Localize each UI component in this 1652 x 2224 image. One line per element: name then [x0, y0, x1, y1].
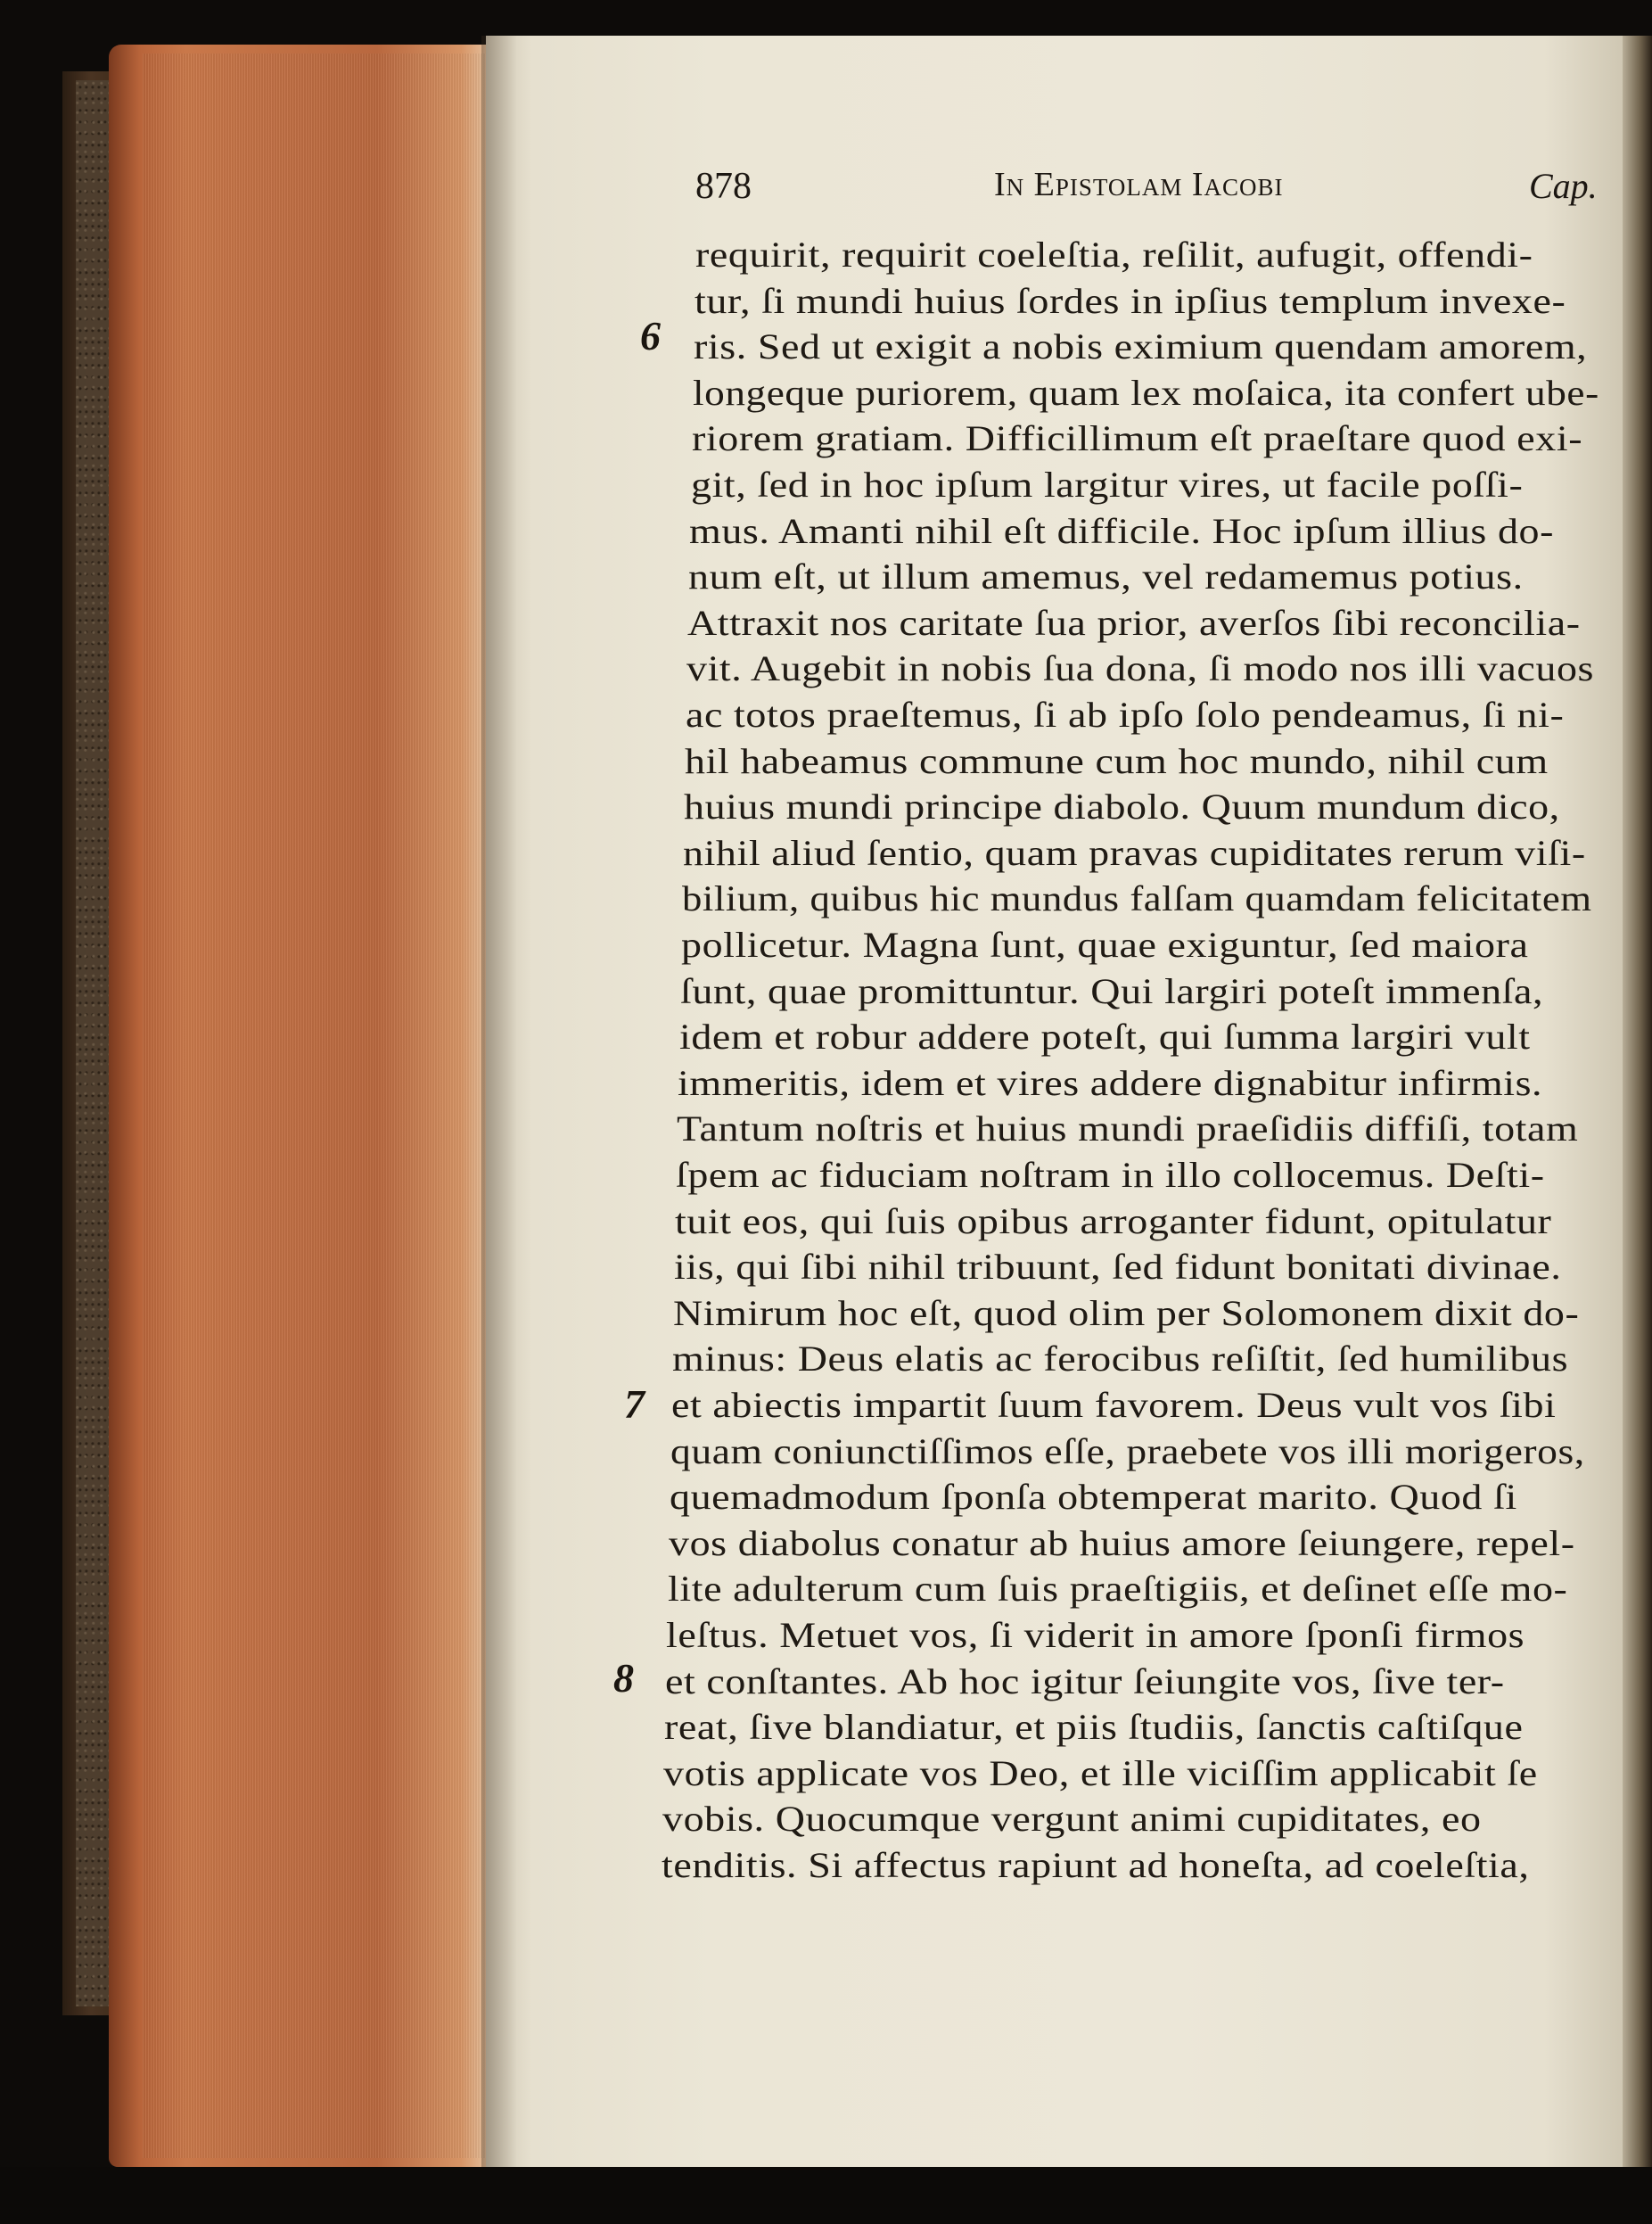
text-line: bilium, quibus hic mundus falſam quamdam felicitatem	[681, 878, 1592, 919]
text-line: vos diabolus conatur ab huius amore ſeiungere, repel-	[668, 1522, 1575, 1563]
text-line: ris. Sed ut exigit a nobis eximium quendam amorem,	[693, 326, 1588, 367]
running-header	[695, 165, 1605, 218]
text-line: tuit eos, qui ſuis opibus arroganter fidunt, opitulatur	[675, 1200, 1552, 1241]
text-line: quemadmodum ſponſa obtemperat marito. Quod ſi	[669, 1477, 1517, 1518]
text-line: votis applicate vos Deo, et ille viciſſim applicabit ſe	[663, 1752, 1538, 1793]
text-line: Attraxit nos caritate ſua prior, averſos ſibi reconcilia-	[687, 602, 1581, 643]
verse-number-6: 6	[640, 313, 661, 358]
text-line: nihil aliud ſentio, quam pravas cupiditates rerum viſi-	[682, 832, 1586, 873]
text-line: lite adulterum cum ſuis praeſtigiis, et deſinet eſſe mo-	[667, 1569, 1567, 1610]
text-line: tenditis. Si affectus rapiunt ad honeſta, ad coeleſtia,	[662, 1845, 1530, 1885]
text-line: hil habeamus commune cum hoc mundo, nihil cum	[685, 740, 1549, 781]
text-line: vit. Augebit in nobis ſua dona, ſi modo nos illi vacuos	[686, 648, 1595, 689]
text-line: Tantum noſtris et huius mundi praeſidiis diffiſi, totam	[677, 1108, 1579, 1149]
text-line: et conſtantes. Ab hoc igitur ſeiungite vos, ſive ter-	[665, 1660, 1505, 1701]
text-line: git, ſed in hoc ipſum largitur vires, ut facile poſſi-	[690, 465, 1523, 505]
text-line: tur, ſi mundi huius ſordes in ipſius templum invexe-	[694, 280, 1566, 321]
text-line: immeritis, idem et vires addere dignabitur infirmis.	[678, 1062, 1543, 1103]
text-line: quam coniunctiſſimos eſſe, praebete vos illi morigeros,	[670, 1430, 1585, 1471]
text-line: num eſt, ut illum amemus, vel redamemus potius.	[688, 556, 1525, 597]
text-line: iis, qui ſibi nihil tribuunt, ſed fidunt bonitati divinae.	[674, 1247, 1562, 1288]
text-line: requirit, requirit coeleſtia, reſilit, aufugit, offendi-	[695, 235, 1533, 275]
text-line: Nimirum hoc eſt, quod olim per Solomonem dixit do-	[673, 1292, 1580, 1333]
text-line: ſpem ac fiduciam noſtram in illo collocemus. Deſti-	[676, 1155, 1545, 1195]
text-line: riorem gratiam. Difficillimum eſt praeſtare quod exi-	[691, 418, 1582, 459]
page-edge-lines	[143, 54, 490, 2158]
text-line: huius mundi principe diabolo. Quum mundum dico,	[683, 787, 1560, 828]
background-bottom	[0, 2167, 1652, 2224]
gutter-shadow	[481, 36, 517, 2167]
text-line: mus. Amanti nihil eſt difficile. Hoc ipſum illius do-	[689, 510, 1555, 551]
chapter-abbreviation: Cap.	[1529, 166, 1598, 206]
text-line: pollicetur. Magna ſunt, quae exiguntur, ſed maiora	[680, 925, 1529, 965]
verse-number-8: 8	[613, 1655, 634, 1701]
text-line: longeque puriorem, quam lex moſaica, ita confert ube-	[692, 372, 1599, 413]
text-line: et abiectis impartit ſuum favorem. Deus vult vos ſibi	[670, 1385, 1557, 1425]
verse-number-7: 7	[624, 1381, 645, 1427]
text-line: leſtus. Metuet vos, ſi viderit in amore ſponſi firmos	[666, 1615, 1525, 1655]
text-line: reat, ſive blandiatur, et piis ſtudiis, ſanctis caſtiſque	[664, 1707, 1524, 1748]
text-line: vobis. Quocumque vergunt animi cupiditates, eo	[662, 1799, 1482, 1840]
text-line: ac totos praeſtemus, ſi ab ipſo ſolo pendeamus, ſi ni-	[686, 695, 1565, 735]
text-line: minus: Deus elatis ac ferocibus reſiſtit, ſed humilibus	[671, 1339, 1569, 1380]
right-page-edge	[1623, 36, 1652, 2167]
page-number: 878	[695, 166, 752, 207]
text-line: idem et robur addere poteſt, qui ſumma largiri vult	[678, 1017, 1531, 1058]
text-line: ſunt, quae promittuntur. Qui largiri poteſt immenſa,	[679, 970, 1543, 1011]
running-title: In Epistolam Iacobi	[994, 166, 1284, 203]
